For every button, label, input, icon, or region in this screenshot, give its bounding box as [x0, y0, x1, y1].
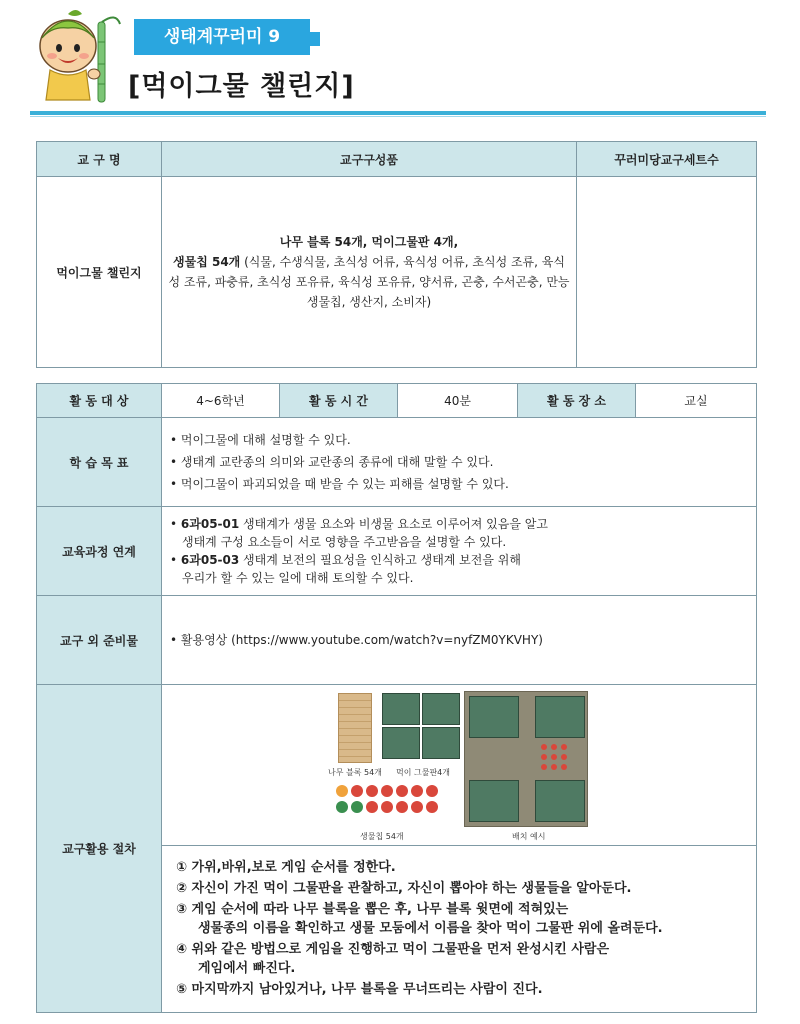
page-title: [먹이그물 챌린지] — [128, 71, 355, 102]
goal-item: • 먹이그물에 대해 설명할 수 있다. — [170, 433, 351, 447]
goal-item: • 먹이그물이 파괴되었을 때 받을 수 있는 피해를 설명할 수 있다. — [170, 477, 509, 491]
curriculum-code: 6과05-01 — [180, 517, 240, 531]
caption-boards: 먹이 그물판4개 — [396, 768, 451, 777]
procedure-steps-cell — [162, 846, 757, 1013]
goals-cell — [162, 418, 757, 507]
caption-layout: 배치 예시 — [512, 832, 546, 841]
food-web-boards-image — [382, 693, 460, 759]
curriculum-code: 6과05-03 — [180, 553, 240, 567]
curriculum-label: 교육과정 연계 — [37, 507, 162, 596]
mascot-illustration — [24, 8, 124, 108]
place-value: 교실 — [636, 384, 757, 418]
creature-chips-image — [336, 785, 452, 821]
components-cell — [162, 177, 577, 368]
curriculum-item: • 6과05-01 생태계가 생물 요소와 비생물 요소로 이루어져 있음을 알고 — [170, 517, 548, 531]
set-count-value — [577, 177, 757, 368]
header-components: 교구구성품 — [162, 142, 577, 177]
components-line-1: 나무 블록 54개, 먹이그물판 4개, — [279, 235, 459, 249]
kit-info-table — [36, 141, 757, 368]
activity-table — [36, 383, 757, 1013]
curriculum-text-cont: 생태계 구성 요소들이 서로 영향을 주고받음을 설명할 수 있다. — [182, 535, 507, 549]
place-label: 활 동 장 소 — [518, 384, 636, 418]
components-chips: 생물칩 54개 — [173, 255, 241, 269]
curriculum-text: 생태계가 생물 요소와 비생물 요소로 이루어져 있음을 알고 — [239, 517, 548, 531]
target-label: 활 동 대 상 — [37, 384, 162, 418]
components-chip-types: (식물, 수생식물, 초식성 어류, 육식성 어류, 초식성 조류, 육식성 조류, 파충류, 초식성 포유류, 육식성 포유류, 양서류, 곤충, 수서곤충, 만능생물칩, 생산지, 소비자) — [168, 255, 570, 309]
header-divider-thin — [30, 116, 766, 117]
header-kit-name: 교 구 명 — [37, 142, 162, 177]
curriculum-text: 생태계 보전의 필요성을 인식하고 생태계 보전을 위해 — [239, 553, 521, 567]
prep-cell — [162, 596, 757, 685]
series-badge: 생태계꾸러미 9 — [134, 19, 310, 55]
procedure-photo-cell — [162, 685, 757, 846]
curriculum-item: • 6과05-03 생태계 보전의 필요성을 인식하고 생태계 보전을 위해 — [170, 553, 521, 567]
kit-photo — [162, 685, 756, 845]
step-item: ② 자신이 가진 먹이 그물판을 관찰하고, 자신이 뽑아야 하는 생물들을 알아둔다. — [176, 880, 632, 896]
procedure-label: 교구활용 절차 — [37, 685, 162, 1013]
step-item: ⑤ 마지막까지 남아있거나, 나무 블록을 무너뜨리는 사람이 진다. — [176, 981, 543, 997]
step-item: ③ 게임 순서에 따라 나무 블록을 뽑은 후, 나무 블록 윗면에 적혀있는 생물종의 이름을 확인하고 생물 모둠에서 이름을 찾아 먹이 그물판 위에 올려둔다. — [176, 901, 663, 936]
goals-label: 학 습 목 표 — [37, 418, 162, 507]
time-value: 40분 — [398, 384, 518, 418]
kit-name: 먹이그물 챌린지 — [37, 177, 162, 368]
header-divider — [30, 111, 766, 115]
page-header — [0, 0, 800, 118]
curriculum-cell — [162, 507, 757, 596]
header-set-count: 꾸러미당교구세트수 — [577, 142, 757, 177]
goal-item: • 생태계 교란종의 의미와 교란종의 종류에 대해 말할 수 있다. — [170, 455, 494, 469]
caption-chips: 생물칩 54개 — [360, 832, 404, 841]
prep-label: 교구 외 준비물 — [37, 596, 162, 685]
target-value: 4~6학년 — [162, 384, 280, 418]
prep-video-link[interactable]: • 활용영상 (https://www.youtube.com/watch?v=nyfZM0YKVHY) — [170, 633, 543, 647]
badge-tab — [310, 32, 320, 46]
caption-blocks: 나무 블록 54개 — [328, 768, 382, 777]
curriculum-text-cont: 우리가 할 수 있는 일에 대해 토의할 수 있다. — [182, 571, 414, 585]
time-label: 활 동 시 간 — [280, 384, 398, 418]
step-item: ① 가위,바위,보로 게임 순서를 정한다. — [176, 859, 396, 875]
step-item: ④ 위와 같은 방법으로 게임을 진행하고 먹이 그물판을 먼저 완성시킨 사람은 게임에서 빠진다. — [176, 941, 610, 976]
wood-blocks-image — [338, 693, 372, 763]
layout-example-image — [464, 691, 588, 827]
